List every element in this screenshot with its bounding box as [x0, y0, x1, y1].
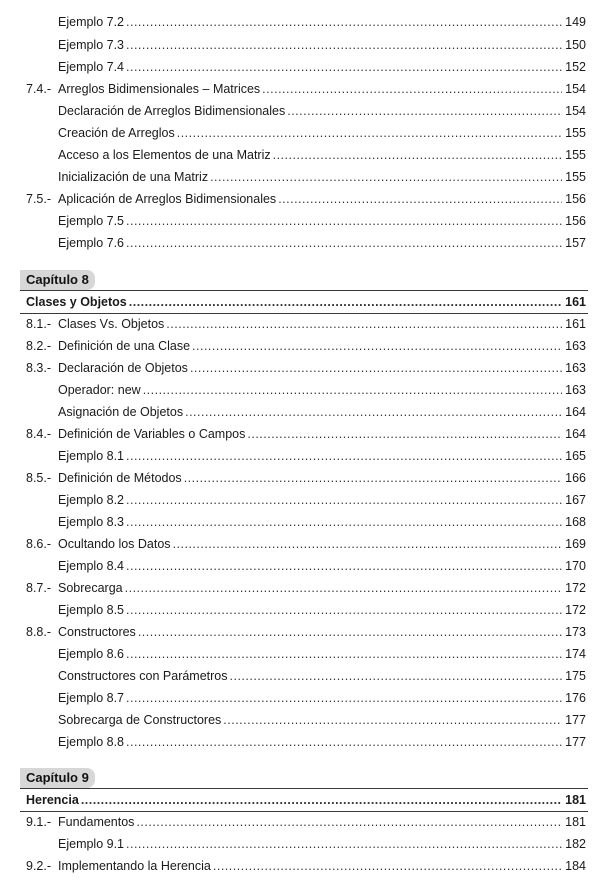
section-number: 7.4.- [26, 82, 52, 96]
entry-label: Ejemplo 7.3 [58, 38, 125, 52]
toc-entry[interactable] [0, 622, 600, 642]
entry-label: Fundamentos [58, 815, 135, 829]
dot-leader [126, 512, 562, 532]
entry-label: Declaración de Objetos [58, 361, 188, 375]
page-number: 163 [565, 339, 586, 353]
dot-leader [192, 336, 562, 356]
toc-entry[interactable] [0, 556, 600, 576]
toc-entry[interactable] [0, 57, 600, 77]
toc-entry[interactable] [0, 79, 600, 99]
dot-leader [247, 424, 562, 444]
dot-leader [213, 856, 562, 876]
toc-entry[interactable] [0, 512, 600, 532]
toc-entry[interactable] [0, 666, 600, 686]
entry-label: Ejemplo 7.5 [58, 214, 125, 228]
dot-leader [126, 35, 562, 55]
toc-entry[interactable] [0, 233, 600, 253]
toc-entry[interactable] [0, 380, 600, 400]
dot-leader [126, 12, 562, 32]
page-number: 168 [565, 515, 586, 529]
entry-label: Ejemplo 8.3 [58, 515, 125, 529]
entry-label: Clases y Objetos [26, 295, 127, 309]
page-number: 164 [565, 427, 586, 441]
page-number: 155 [565, 126, 586, 140]
toc-entry[interactable] [0, 336, 600, 356]
page-number: 175 [565, 669, 586, 683]
section-number: 8.5.- [26, 471, 52, 485]
entry-label: Operador: new [58, 383, 141, 397]
entry-label: Sobrecarga [58, 581, 123, 595]
page-number: 156 [565, 214, 586, 228]
section-number: 8.7.- [26, 581, 52, 595]
page-number: 170 [565, 559, 586, 573]
dot-leader [143, 380, 562, 400]
toc-entry[interactable] [0, 856, 600, 876]
entry-label: Ejemplo 8.1 [58, 449, 125, 463]
section-number: 8.1.- [26, 317, 52, 331]
page-number: 172 [565, 581, 586, 595]
toc-entry[interactable] [0, 12, 600, 32]
entry-label: Aplicación de Arreglos Bidimensionales [58, 192, 277, 206]
dot-leader [173, 534, 562, 554]
entry-label: Ejemplo 8.5 [58, 603, 125, 617]
entry-label: Arreglos Bidimensionales – Matrices [58, 82, 261, 96]
toc-entry[interactable] [0, 314, 600, 334]
toc-entry-chapter-title[interactable] [0, 790, 600, 810]
toc-entry[interactable] [0, 600, 600, 620]
dot-leader [185, 402, 562, 422]
toc-entry[interactable] [0, 211, 600, 231]
dot-leader [126, 644, 562, 664]
entry-label: Ejemplo 7.4 [58, 60, 125, 74]
entry-label: Definición de Variables o Campos [58, 427, 246, 441]
dot-leader [81, 790, 562, 810]
page-number: 154 [565, 104, 586, 118]
entry-label: Ejemplo 8.7 [58, 691, 125, 705]
toc-entry[interactable] [0, 402, 600, 422]
dot-leader [126, 446, 562, 466]
dot-leader [138, 622, 562, 642]
dot-leader [287, 101, 562, 121]
page-number: 163 [565, 361, 586, 375]
page-number: 181 [565, 793, 586, 807]
toc-entry[interactable] [0, 534, 600, 554]
dot-leader [223, 710, 562, 730]
section-number: 8.3.- [26, 361, 52, 375]
dot-leader [126, 57, 562, 77]
dot-leader [126, 834, 562, 854]
page-number: 152 [565, 60, 586, 74]
chapter-heading: Capítulo 9 [20, 768, 95, 788]
entry-label: Implementando la Herencia [58, 859, 211, 873]
dot-leader [190, 358, 562, 378]
toc-entry[interactable] [0, 812, 600, 832]
entry-label: Asignación de Objetos [58, 405, 184, 419]
entry-label: Constructores [58, 625, 136, 639]
page-number: 177 [565, 735, 586, 749]
entry-label: Ejemplo 8.8 [58, 735, 125, 749]
entry-label: Definición de Métodos [58, 471, 182, 485]
dot-leader [126, 490, 562, 510]
page-number: 169 [565, 537, 586, 551]
dot-leader [126, 211, 562, 231]
entry-label: Clases Vs. Objetos [58, 317, 165, 331]
entry-label: Herencia [26, 793, 79, 807]
toc-entry[interactable] [0, 710, 600, 730]
section-number: 9.1.- [26, 815, 52, 829]
entry-label: Ejemplo 8.6 [58, 647, 125, 661]
toc-entry[interactable] [0, 644, 600, 664]
dot-leader [210, 167, 562, 187]
toc-entry[interactable] [0, 35, 600, 55]
page-number: 166 [565, 471, 586, 485]
page-number: 161 [565, 317, 586, 331]
entry-label: Ejemplo 7.6 [58, 236, 125, 250]
toc-entry-chapter-title[interactable] [0, 292, 600, 312]
section-number: 7.5.- [26, 192, 52, 206]
dot-leader [278, 189, 562, 209]
section-number: 8.6.- [26, 537, 52, 551]
section-number: 8.8.- [26, 625, 52, 639]
page-number: 149 [565, 15, 586, 29]
entry-label: Ejemplo 7.2 [58, 15, 125, 29]
entry-label: Declaración de Arreglos Bidimensionales [58, 104, 286, 118]
toc-entry[interactable] [0, 732, 600, 752]
page-number: 167 [565, 493, 586, 507]
page-number: 155 [565, 148, 586, 162]
page-number: 184 [565, 859, 586, 873]
page-number: 164 [565, 405, 586, 419]
toc-entry[interactable] [0, 145, 600, 165]
page-number: 174 [565, 647, 586, 661]
page-number: 165 [565, 449, 586, 463]
dot-leader [126, 600, 562, 620]
dot-leader [136, 812, 562, 832]
entry-label: Ocultando los Datos [58, 537, 171, 551]
section-number: 9.2.- [26, 859, 52, 873]
toc-entry[interactable] [0, 446, 600, 466]
dot-leader [126, 233, 562, 253]
toc-entry[interactable] [0, 468, 600, 488]
toc-entry[interactable] [0, 189, 600, 209]
page-number: 176 [565, 691, 586, 705]
toc-entry[interactable] [0, 578, 600, 598]
entry-label: Constructores con Parámetros [58, 669, 228, 683]
dot-leader [129, 292, 562, 312]
entry-label: Ejemplo 8.2 [58, 493, 125, 507]
page-number: 150 [565, 38, 586, 52]
dot-leader [230, 666, 562, 686]
page-number: 177 [565, 713, 586, 727]
section-number: 8.4.- [26, 427, 52, 441]
entry-label: Ejemplo 9.1 [58, 837, 125, 851]
toc-entry[interactable] [0, 688, 600, 708]
dot-leader [184, 468, 562, 488]
page-number: 154 [565, 82, 586, 96]
page-number: 156 [565, 192, 586, 206]
page-number: 172 [565, 603, 586, 617]
toc-entry[interactable] [0, 834, 600, 854]
toc-entry[interactable] [0, 123, 600, 143]
toc-entry[interactable] [0, 358, 600, 378]
page-number: 161 [565, 295, 586, 309]
dot-leader [126, 732, 562, 752]
toc-entry[interactable] [0, 490, 600, 510]
toc-entry[interactable] [0, 101, 600, 121]
entry-label: Inicialización de una Matriz [58, 170, 209, 184]
chapter-rule [20, 788, 588, 789]
dot-leader [125, 578, 562, 598]
page-number: 181 [565, 815, 586, 829]
entry-label: Acceso a los Elementos de una Matriz [58, 148, 271, 162]
entry-label: Definición de una Clase [58, 339, 191, 353]
page-number: 182 [565, 837, 586, 851]
entry-label: Creación de Arreglos [58, 126, 175, 140]
entry-label: Sobrecarga de Constructores [58, 713, 222, 727]
page-number: 157 [565, 236, 586, 250]
toc-entry[interactable] [0, 167, 600, 187]
page-number: 155 [565, 170, 586, 184]
section-number: 8.2.- [26, 339, 52, 353]
page-number: 173 [565, 625, 586, 639]
dot-leader [262, 79, 562, 99]
entry-label: Ejemplo 8.4 [58, 559, 125, 573]
dot-leader [166, 314, 562, 334]
chapter-heading: Capítulo 8 [20, 270, 95, 290]
dot-leader [126, 688, 562, 708]
page-number: 163 [565, 383, 586, 397]
dot-leader [273, 145, 562, 165]
chapter-rule [20, 290, 588, 291]
dot-leader [126, 556, 562, 576]
toc-entry[interactable] [0, 424, 600, 444]
dot-leader [177, 123, 562, 143]
